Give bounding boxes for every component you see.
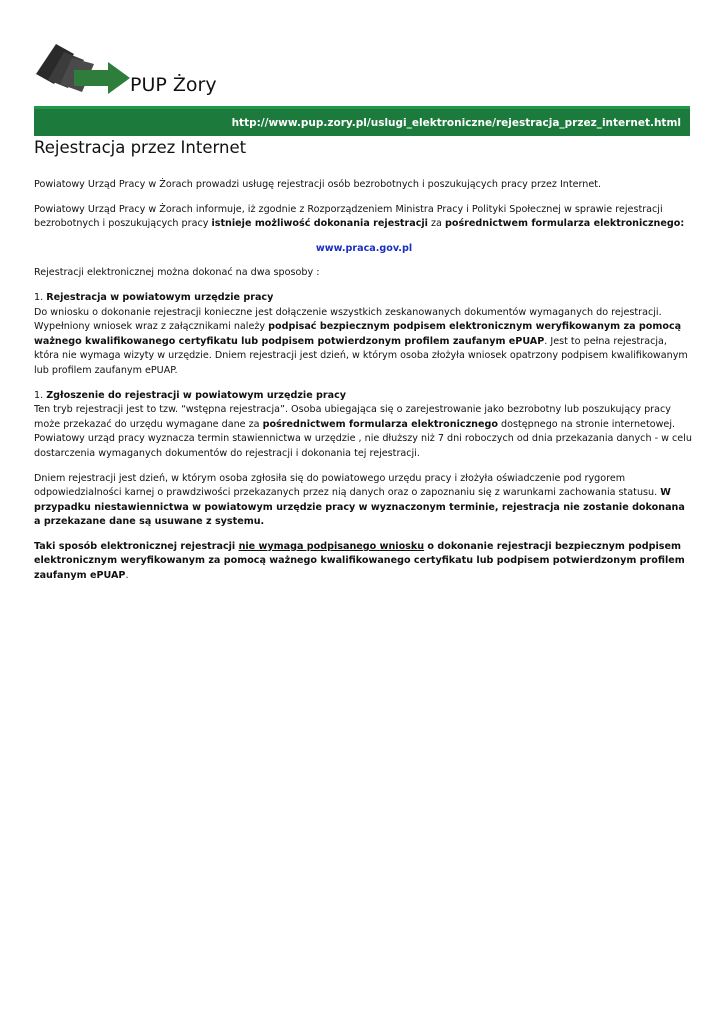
regulation-text-2: za xyxy=(427,218,445,230)
regulation-paragraph xyxy=(34,203,694,232)
intro-paragraph: Powiatowy Urząd Pracy w Żorach prowadzi usługę rejestracji osób bezrobotnych i poszukujących pracy przez Internet. xyxy=(34,179,602,190)
praca-link-row xyxy=(34,242,694,257)
header-bar xyxy=(34,106,690,136)
item-2-bold: pośrednictwem formularza elektronicznego xyxy=(262,418,498,430)
registration-day-text: Dniem rejestracji jest dzień, w którym osoba zgłosiła się do powiatowego urzędu pracy i złożyła oświadczenie pod rygorem odpowiedzialności karnej o prawdziwości przekazanych przez nią danych oraz o zapoznaniu się z warunkami zachowania statusu. xyxy=(34,472,661,499)
item-1-title: Rejestracja w powiatowym urzędzie pracy xyxy=(46,291,274,303)
page-title: Rejestracja przez Internet xyxy=(34,138,247,157)
regulation-bold-1: istnieje możliwość dokonania rejestracji xyxy=(211,218,428,230)
praca-link[interactable]: www.praca.gov.pl xyxy=(315,242,413,254)
item-2-text-2: dostępnego na stronie internetowej. Powiatowy urząd pracy wyznacza termin stawiennictwa w urzędzie , nie dłuższy niż 7 dni roboczych od dnia przekazania danych - w celu dostarczenia wymaganych dokumentów do rejestracji i dokonania tej rejestracji. xyxy=(34,418,692,459)
registration-day-paragraph xyxy=(34,472,694,530)
page-url[interactable]: http://www.pup.zory.pl/uslugi_elektroniczne/rejestracja_przez_internet.html xyxy=(231,117,681,129)
item-1-heading xyxy=(34,291,694,306)
logo-text: PUP Żory xyxy=(130,74,217,96)
registration-day-bold: W przypadku niestawiennictwa w powiatowym urzędzie pracy w wyznaczonym terminie, rejestracja nie zostanie dokonana a przekazane dane są usuwane z systemu. xyxy=(34,487,685,528)
final-underlined: nie wymaga podpisanego wniosku xyxy=(238,540,425,552)
item-2 xyxy=(34,389,694,462)
item-1-bold: podpisać bezpiecznym podpisem elektronicznym weryfikowanym za pomocą ważnego kwalifikowanego certyfikatu lub podpisem potwierdzonym profilem zaufanym ePUAP xyxy=(34,321,682,347)
final-period: . xyxy=(125,570,129,582)
regulation-text: Powiatowy Urząd Pracy w Żorach informuje, iż zgodnie z Rozporządzeniem Ministra Pracy i Polityki Społecznej w sprawie rejestracji bezrobotnych i poszukujących pracy xyxy=(34,203,663,230)
item-2-number: 1. xyxy=(34,389,44,401)
final-bold xyxy=(34,541,685,581)
item-1-text-2: . Jest to pełna rejestracja, która nie wymaga wizyty w urzędzie. Dniem rejestracji jest dzień, w którym osoba złożyła wniosek opatrzony podpisem kwalifikowanym lub profilem zaufanym ePUAP. xyxy=(34,335,688,376)
item-1-text: Do wniosku o dokonanie rejestracji konieczne jest dołączenie wszystkich zeskanowanych dokumentów wymaganych do rejestracji. Wypełniony wniosek wraz z załącznikami należy xyxy=(34,306,662,333)
final-text-2: o dokonanie rejestracji bezpiecznym podpisem elektronicznym weryfikowanym za pomocą ważnego kwalifikowanego certyfikatu lub podpisem potwierdzonym profilem zaufanym ePUAP xyxy=(34,540,685,582)
item-2-heading xyxy=(34,389,694,404)
item-2-text: Ten tryb rejestracji jest to tzw. “wstępna rejestracja”. Osoba ubiegająca się o zarejestrowanie jako bezrobotny lub poszukujący pracy może przekazać do urzędu wymagane dane za xyxy=(34,404,671,430)
item-2-title: Zgłoszenie do rejestracji w powiatowym urzędzie pracy xyxy=(46,389,347,401)
final-paragraph xyxy=(34,540,694,584)
item-1-number: 1. xyxy=(34,291,44,303)
final-text-1: Taki sposób elektronicznej rejestracji xyxy=(34,540,239,552)
pup-zory-logo-icon xyxy=(34,40,134,98)
item-1 xyxy=(34,291,694,379)
regulation-bold-2: pośrednictwem formularza elektronicznego: xyxy=(444,218,685,230)
article-content xyxy=(34,178,694,594)
ways-paragraph: Rejestracji elektronicznej można dokonać na dwa sposoby : xyxy=(34,267,320,279)
